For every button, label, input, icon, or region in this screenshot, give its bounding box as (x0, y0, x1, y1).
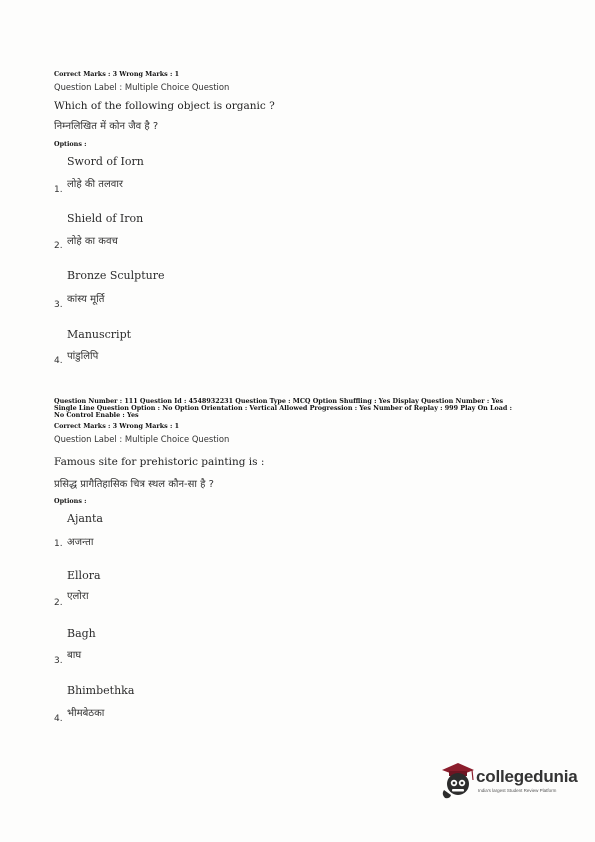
q2-option-2-number: 2. (54, 598, 63, 608)
q1-option-1-en: Sword of Iorn (67, 155, 144, 168)
q2-option-4-hi: भीमबेठका (67, 708, 105, 719)
q2-meta-line-1: Question Number : 111 Question Id : 4548932231 Question Type : MCQ Option Shuffling : Yes Display Question Number : Yes (54, 397, 504, 405)
q2-text-hi: प्रसिद्ध प्रागैतिहासिक चित्र स्थल कौन-सा है ? (54, 479, 214, 490)
q1-option-4-number: 4. (54, 356, 63, 366)
logo-wordmark: collegedunia (476, 767, 578, 786)
q1-option-4-en: Manuscript (67, 328, 132, 341)
q2-option-4-en: Bhimbethka (67, 684, 135, 697)
q1-option-3-number: 3. (54, 300, 63, 310)
q1-option-1-number: 1. (54, 185, 63, 195)
q2-option-3-hi: बाघ (67, 650, 82, 661)
q2-option-2-hi: एलोरा (67, 591, 89, 602)
q1-options-heading: Options : (54, 140, 87, 148)
q2-option-3-en: Bagh (67, 627, 96, 640)
q1-option-3-en: Bronze Sculpture (67, 269, 165, 282)
q2-label: Question Label : Multiple Choice Question (54, 434, 230, 444)
q2-options-heading: Options : (54, 497, 87, 505)
q1-text-hi: निम्नलिखित में कोन जैव है ? (54, 121, 159, 132)
q1-text-en: Which of the following object is organic ? (54, 100, 275, 112)
q2-text-en: Famous site for prehistoric painting is : (54, 456, 265, 468)
q2-option-3-number: 3. (54, 656, 63, 666)
q1-option-2-number: 2. (54, 241, 63, 251)
q1-option-2-hi: लोहे का कवच (67, 236, 118, 247)
q1-marks: Correct Marks : 3 Wrong Marks : 1 (54, 70, 180, 78)
collegedunia-logo (436, 760, 586, 802)
q2-option-1-number: 1. (54, 539, 63, 549)
logo-tagline: India's largest Student Review Platform (478, 788, 557, 793)
q2-marks: Correct Marks : 3 Wrong Marks : 1 (54, 422, 180, 430)
q2-option-2-en: Ellora (67, 569, 101, 582)
q1-option-1-hi: लोहे की तलवार (67, 179, 124, 190)
q2-option-1-en: Ajanta (67, 512, 103, 525)
q1-option-3-hi: कांस्य मूर्ति (67, 294, 105, 305)
q1-option-4-hi: पांडुलिपि (67, 351, 99, 362)
q2-meta-line-3: No Control Enable : Yes (54, 411, 139, 419)
q2-option-4-number: 4. (54, 714, 63, 724)
q2-option-1-hi: अजन्ता (67, 537, 94, 548)
q2-meta-line-2: Single Line Question Option : No Option Orientation : Vertical Allowed Progression : Yes Number of Replay : 999 Play On Load : (54, 404, 512, 412)
graduate-mascot-icon (436, 760, 476, 802)
q1-option-2-en: Shield of Iron (67, 212, 144, 225)
q1-label: Question Label : Multiple Choice Question (54, 82, 230, 92)
